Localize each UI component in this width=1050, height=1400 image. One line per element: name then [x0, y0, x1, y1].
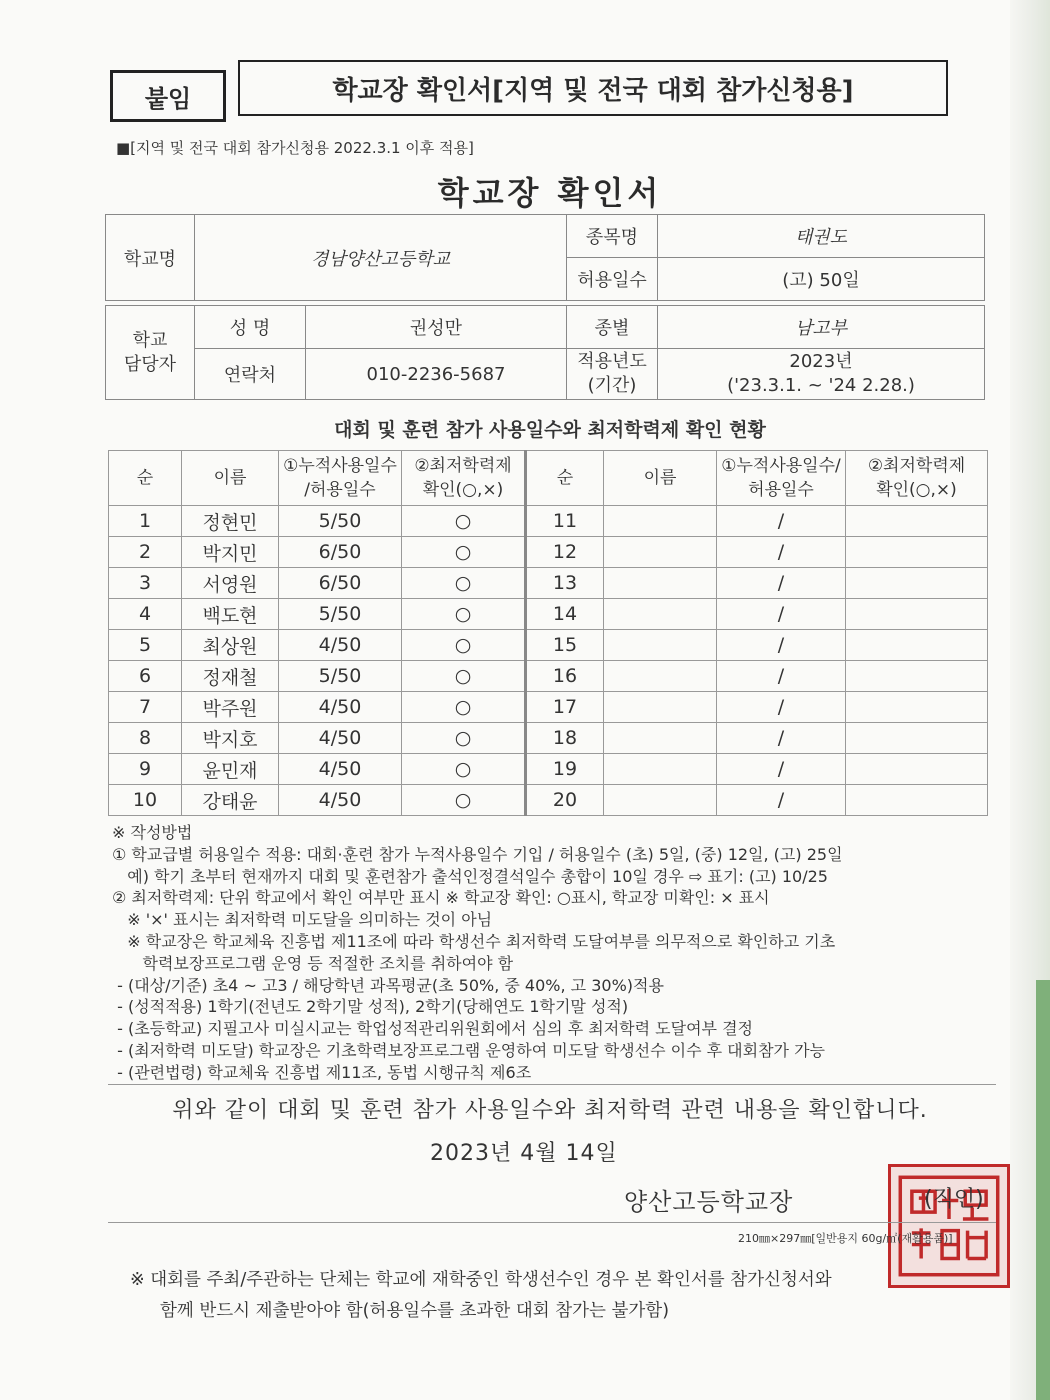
allowed-label: 허용일수 — [567, 258, 658, 301]
row-name: 윤민재 — [182, 754, 279, 785]
row-no-right: 18 — [526, 723, 604, 754]
col-header-check: ②최저학력제 확인(○,×) — [402, 451, 526, 506]
table-row — [109, 568, 988, 599]
row-days-right: / — [717, 537, 846, 568]
period-year: 2023년 — [789, 351, 853, 372]
participation-table — [108, 450, 988, 816]
instruction-line: ※ 학교장은 학교체육 진흥법 제11조에 따라 학생선수 최저학력 도달여부를 의무적으로 확인하고 기초 — [112, 931, 836, 951]
footer-divider — [108, 1222, 996, 1223]
row-check: ○ — [402, 785, 526, 816]
event-value: 태권도 — [658, 215, 985, 258]
col-header-days-right: ①누적사용일수/ 허용일수 — [717, 451, 846, 506]
row-days: 5/50 — [279, 599, 402, 630]
col-header-name-right: 이름 — [604, 451, 717, 506]
row-days: 4/50 — [279, 692, 402, 723]
row-check: ○ — [402, 506, 526, 537]
issue-date: 2023년 4월 14일 — [430, 1141, 618, 1166]
row-check-right — [846, 630, 988, 661]
confirmation-statement: 위와 같이 대회 및 훈련 참가 사용일수와 최저학력 관련 내용을 확인합니다. — [172, 1098, 928, 1123]
row-no-right: 12 — [526, 537, 604, 568]
row-days-right: / — [717, 506, 846, 537]
background-green-strip — [1036, 980, 1050, 1400]
seal-label: (직인) — [924, 1187, 984, 1212]
row-check-right — [846, 599, 988, 630]
row-no: 9 — [109, 754, 182, 785]
row-days: 6/50 — [279, 537, 402, 568]
writing-instructions — [112, 822, 992, 1084]
col-header-name: 이름 — [182, 451, 279, 506]
row-no: 10 — [109, 785, 182, 816]
footnote-line-1: ※ 대회를 주최/주관하는 단체는 학교에 재학중인 학생선수인 경우 본 확인서를 참가신청서와 — [130, 1270, 832, 1290]
row-no-right: 19 — [526, 754, 604, 785]
row-name: 정현민 — [182, 506, 279, 537]
row-no: 5 — [109, 630, 182, 661]
row-days-right: / — [717, 630, 846, 661]
row-check-right — [846, 661, 988, 692]
row-check-right — [846, 537, 988, 568]
row-name-right — [604, 692, 717, 723]
row-name-right — [604, 537, 717, 568]
col-header-days: ①누적사용일수 /허용일수 — [279, 451, 402, 506]
row-no: 8 — [109, 723, 182, 754]
row-check: ○ — [402, 568, 526, 599]
col-header-no-right: 순 — [526, 451, 604, 506]
principal-name: 양산고등학교장 — [624, 1188, 794, 1216]
allowed-value: (고) 50일 — [658, 258, 985, 301]
row-no-right: 20 — [526, 785, 604, 816]
row-no: 2 — [109, 537, 182, 568]
row-days-right: / — [717, 661, 846, 692]
table-row — [109, 661, 988, 692]
row-check-right — [846, 785, 988, 816]
event-label: 종목명 — [567, 215, 658, 258]
row-days: 6/50 — [279, 568, 402, 599]
table-row — [109, 754, 988, 785]
row-no: 7 — [109, 692, 182, 723]
instruction-line: - (초등학교) 지필고사 미실시교는 학업성적관리위원회에서 심의 후 최저학력 도달여부 결정 — [112, 1019, 753, 1039]
row-name: 박지호 — [182, 723, 279, 754]
row-name-right — [604, 661, 717, 692]
row-name: 서영원 — [182, 568, 279, 599]
row-no: 4 — [109, 599, 182, 630]
school-value: 경남양산고등학교 — [195, 215, 567, 301]
period-value — [658, 349, 985, 400]
footnote-line-2: 함께 반드시 제출받아야 함(허용일수를 초과한 대회 참가는 불가함) — [160, 1301, 670, 1321]
table-row — [109, 599, 988, 630]
instruction-line: ① 학교급별 허용일수 적용: 대회·훈련 참가 누적사용일수 기입 / 허용일수 (초) 5일, (중) 12일, (고) 25일 — [112, 844, 843, 864]
row-days: 5/50 — [279, 506, 402, 537]
row-name-right — [604, 506, 717, 537]
row-no-right: 17 — [526, 692, 604, 723]
row-days-right: / — [717, 723, 846, 754]
row-check: ○ — [402, 537, 526, 568]
row-name: 최상원 — [182, 630, 279, 661]
table-row — [109, 506, 988, 537]
table-row — [109, 692, 988, 723]
row-no-right: 11 — [526, 506, 604, 537]
row-no-right: 15 — [526, 630, 604, 661]
row-name-right — [604, 785, 717, 816]
name-value: 권성만 — [306, 306, 567, 349]
row-no: 1 — [109, 506, 182, 537]
row-name-right — [604, 599, 717, 630]
table-row — [109, 630, 988, 661]
attachment-label: 붙임 — [110, 70, 226, 122]
document-title: 학교장 확인서 — [437, 174, 663, 212]
row-days-right: / — [717, 754, 846, 785]
row-days: 5/50 — [279, 661, 402, 692]
row-name-right — [604, 568, 717, 599]
col-header-no: 순 — [109, 451, 182, 506]
row-days-right: / — [717, 785, 846, 816]
row-no: 3 — [109, 568, 182, 599]
status-subtitle: 대회 및 훈련 참가 사용일수와 최저학력제 확인 현황 — [334, 419, 766, 441]
instruction-line: - (최저학력 미도달) 학교장은 기초학력보장프로그램 운영하여 미도달 학생선수 이수 후 대회참가 가능 — [112, 1040, 825, 1060]
row-check: ○ — [402, 754, 526, 785]
period-label: 적용년도 (기간) — [567, 349, 658, 400]
row-check: ○ — [402, 599, 526, 630]
instruction-line: - (성적적용) 1학기(전년도 2학기말 성적), 2학기(당해연도 1학기말 성적) — [112, 997, 629, 1017]
category-value: 남고부 — [658, 306, 985, 349]
row-check: ○ — [402, 630, 526, 661]
row-days-right: / — [717, 692, 846, 723]
manager-label: 학교 담당자 — [106, 306, 195, 400]
paper-spec: 210㎜×297㎜[일반용지 60g/㎡(재활용품)] — [738, 1232, 953, 1245]
row-no-right: 13 — [526, 568, 604, 599]
row-check-right — [846, 692, 988, 723]
instruction-line: ② 최저학력제: 단위 학교에서 확인 여부만 표시 ※ 학교장 확인: ○표시, 학교장 미확인: × 표시 — [112, 888, 770, 908]
row-check-right — [846, 754, 988, 785]
instruction-line: 학력보장프로그램 운영 등 적절한 조치를 취하여야 함 — [112, 953, 514, 973]
contact-label: 연락처 — [195, 349, 306, 400]
row-check: ○ — [402, 661, 526, 692]
row-name-right — [604, 723, 717, 754]
name-label: 성 명 — [195, 306, 306, 349]
row-check-right — [846, 723, 988, 754]
row-check: ○ — [402, 723, 526, 754]
table-row — [109, 785, 988, 816]
table-row — [109, 723, 988, 754]
instruction-line: ※ 작성방법 — [112, 823, 193, 842]
row-days: 4/50 — [279, 754, 402, 785]
row-name: 백도현 — [182, 599, 279, 630]
row-no-right: 16 — [526, 661, 604, 692]
row-no-right: 14 — [526, 599, 604, 630]
document-heading: 학교장 확인서[지역 및 전국 대회 참가신청용] — [238, 60, 948, 116]
row-days-right: / — [717, 568, 846, 599]
divider — [108, 1084, 996, 1085]
row-check: ○ — [402, 692, 526, 723]
row-days: 4/50 — [279, 785, 402, 816]
row-check-right — [846, 568, 988, 599]
category-label: 종별 — [567, 306, 658, 349]
instruction-line: ※ '×' 표시는 최저학력 미도달을 의미하는 것이 아님 — [112, 910, 493, 930]
row-name-right — [604, 754, 717, 785]
apply-note: ■[지역 및 전국 대회 참가신청용 2022.3.1 이후 적용] — [116, 139, 474, 157]
row-name-right — [604, 630, 717, 661]
table-row — [109, 537, 988, 568]
footnote — [130, 1265, 832, 1327]
row-name: 박주원 — [182, 692, 279, 723]
row-no: 6 — [109, 661, 182, 692]
row-days-right: / — [717, 599, 846, 630]
contact-value: 010-2236-5687 — [306, 349, 567, 400]
row-name: 정재철 — [182, 661, 279, 692]
instruction-line: - (대상/기준) 초4 ~ 고3 / 해당학년 과목평균(초 50%, 중 40%, 고 30%)적용 — [112, 975, 664, 995]
row-days: 4/50 — [279, 630, 402, 661]
school-label: 학교명 — [106, 215, 195, 301]
col-header-check-right: ②최저학력제 확인(○,×) — [846, 451, 988, 506]
instruction-line: - (관련법령) 학교체육 진흥법 제11조, 동법 시행규칙 제6조 — [112, 1062, 532, 1082]
row-check-right — [846, 506, 988, 537]
period-range: ('23.3.1. ~ '24 2.28.) — [727, 375, 915, 396]
row-days: 4/50 — [279, 723, 402, 754]
school-info-table — [105, 214, 985, 400]
row-name: 강태윤 — [182, 785, 279, 816]
row-name: 박지민 — [182, 537, 279, 568]
instruction-line: 예) 학기 초부터 현재까지 대회 및 훈련참가 출석인정결석일수 총합이 10일 경우 ⇨ 표기: (고) 10/25 — [112, 866, 828, 886]
